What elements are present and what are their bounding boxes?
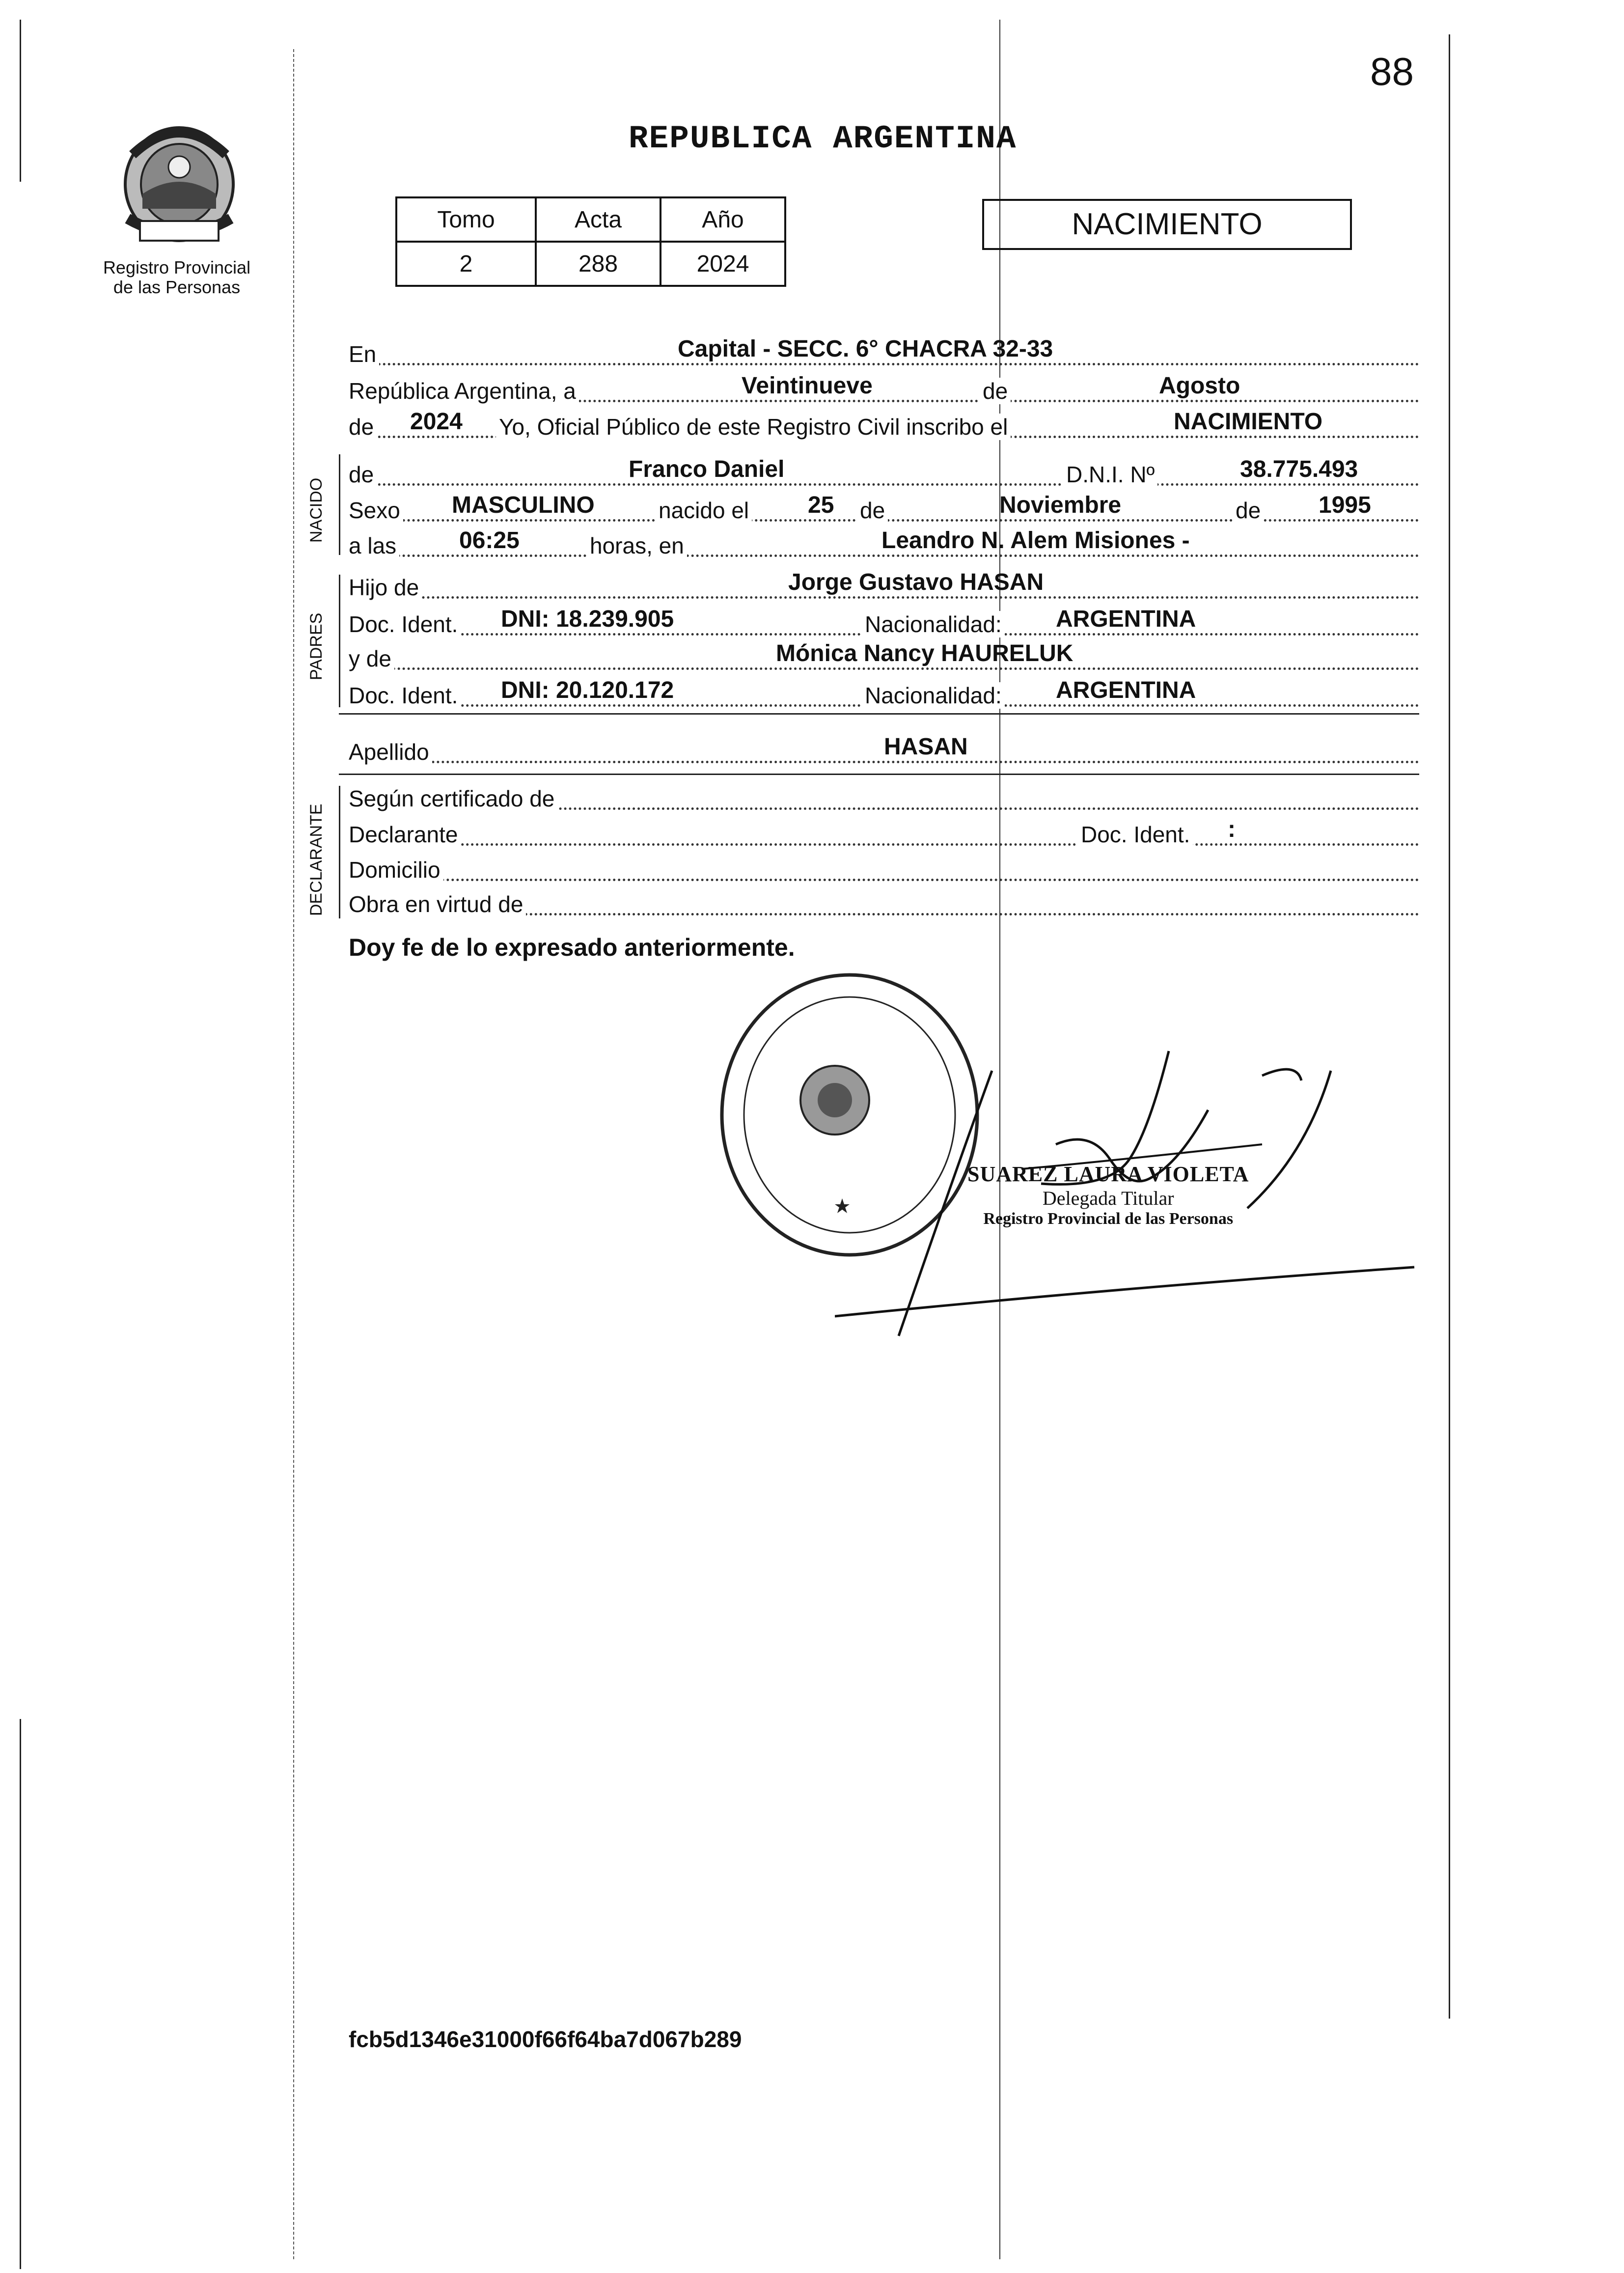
row-madre: y de Mónica Nancy HAURELUK <box>349 643 1419 672</box>
field-anio: 2024 <box>410 409 463 435</box>
closing-statement: Doy fe de lo expresado anteriormente. <box>349 934 795 961</box>
section-divider <box>339 713 1419 715</box>
right-border-line <box>1449 34 1450 2019</box>
row-padre-doc: Doc. Ident. DNI: 18.239.905 Nacionalidad: ARGENTINA <box>349 609 1419 638</box>
field-madre: Mónica Nancy HAURELUK <box>776 640 1073 666</box>
field-nombre: Franco Daniel <box>629 456 785 482</box>
acta-value: 288 <box>536 242 661 286</box>
side-label-padres: PADRES <box>307 612 326 680</box>
side-label-declarante: DECLARANTE <box>307 804 326 916</box>
padres-bracket <box>339 575 340 707</box>
left-margin-line <box>293 49 294 2259</box>
field-tipo-inscripcion: NACIMIENTO <box>1174 409 1323 435</box>
page-number: 88 <box>1370 50 1414 93</box>
field-nacido-anio: 1995 <box>1319 492 1371 518</box>
field-nacido-dia: 25 <box>808 492 834 518</box>
tomo-value: 2 <box>396 242 536 286</box>
section-divider <box>339 774 1419 775</box>
signer-organization: Registro Provincial de las Personas <box>983 1210 1234 1228</box>
row-madre-doc: Doc. Ident. DNI: 20.120.172 Nacionalidad: ARGENTINA <box>349 680 1419 709</box>
field-hora: 06:25 <box>459 527 520 554</box>
left-scan-edge <box>20 20 21 182</box>
row-hora-lugar: a las 06:25 horas, en Leandro N. Alem Misiones - <box>349 530 1419 559</box>
field-madre-nacionalidad: ARGENTINA <box>1056 677 1196 703</box>
field-declarante-doc: : <box>1228 816 1236 842</box>
row-sexo-nacimiento: Sexo MASCULINO nacido el 25 de Noviembre de 1995 <box>349 495 1419 524</box>
left-scan-edge <box>20 1719 21 2269</box>
row-fecha-inscripcion: República Argentina, a Veintinueve de Agosto <box>349 376 1419 404</box>
anio-header: Año <box>661 197 785 242</box>
row-domicilio: Domicilio <box>349 855 1419 883</box>
field-nacido-mes: Noviembre <box>999 492 1122 518</box>
row-declarante: Declarante Doc. Ident. : <box>349 819 1419 848</box>
row-nombre: de Franco Daniel D.N.I. Nº 38.775.493 <box>349 459 1419 488</box>
side-label-nacido: NACIDO <box>307 477 326 543</box>
field-dni: 38.775.493 <box>1240 456 1358 482</box>
field-sexo: MASCULINO <box>452 492 595 518</box>
field-lugar-inscripcion: Capital - SECC. 6° CHACRA 32-33 <box>678 336 1053 362</box>
row-padre: Hijo de Jorge Gustavo HASAN <box>349 572 1419 601</box>
field-padre: Jorge Gustavo HASAN <box>788 569 1044 595</box>
field-dia: Veintinueve <box>742 373 873 399</box>
record-type-box: NACIMIENTO <box>982 199 1352 250</box>
row-segun-certificado: Según certificado de <box>349 783 1419 812</box>
nacido-bracket <box>339 454 340 555</box>
signer-name: SUAREZ LAURA VIOLETA <box>967 1162 1249 1186</box>
field-madre-doc: DNI: 20.120.172 <box>501 677 674 703</box>
signer-role: Delegada Titular <box>1042 1187 1174 1209</box>
registry-label: Registro Provincial de las Personas <box>103 257 251 297</box>
document-title: REPUBLICA ARGENTINA <box>629 120 1017 157</box>
field-mes: Agosto <box>1159 373 1240 399</box>
declarante-bracket <box>339 786 340 918</box>
document-hash: fcb5d1346e31000f66f64ba7d067b289 <box>349 2026 742 2052</box>
field-padre-doc: DNI: 18.239.905 <box>501 606 674 632</box>
provincial-seal-icon <box>113 111 246 253</box>
anio-value: 2024 <box>661 242 785 286</box>
row-anio-inscripcion: de 2024 Yo, Oficial Público de este Registro Civil inscribo el NACIMIENTO <box>349 412 1419 440</box>
field-apellido: HASAN <box>884 734 968 760</box>
field-padre-nacionalidad: ARGENTINA <box>1056 606 1196 632</box>
record-number-table <box>395 196 786 287</box>
row-obra-en-virtud: Obra en virtud de <box>349 889 1419 917</box>
tomo-header: Tomo <box>396 197 536 242</box>
row-en: En Capital - SECC. 6° CHACRA 32-33 <box>349 339 1419 367</box>
field-lugar-nacimiento: Leandro N. Alem Misiones - <box>881 527 1190 554</box>
signature-block <box>967 1162 1249 1228</box>
acta-header: Acta <box>536 197 661 242</box>
row-apellido: Apellido HASAN <box>349 737 1419 765</box>
